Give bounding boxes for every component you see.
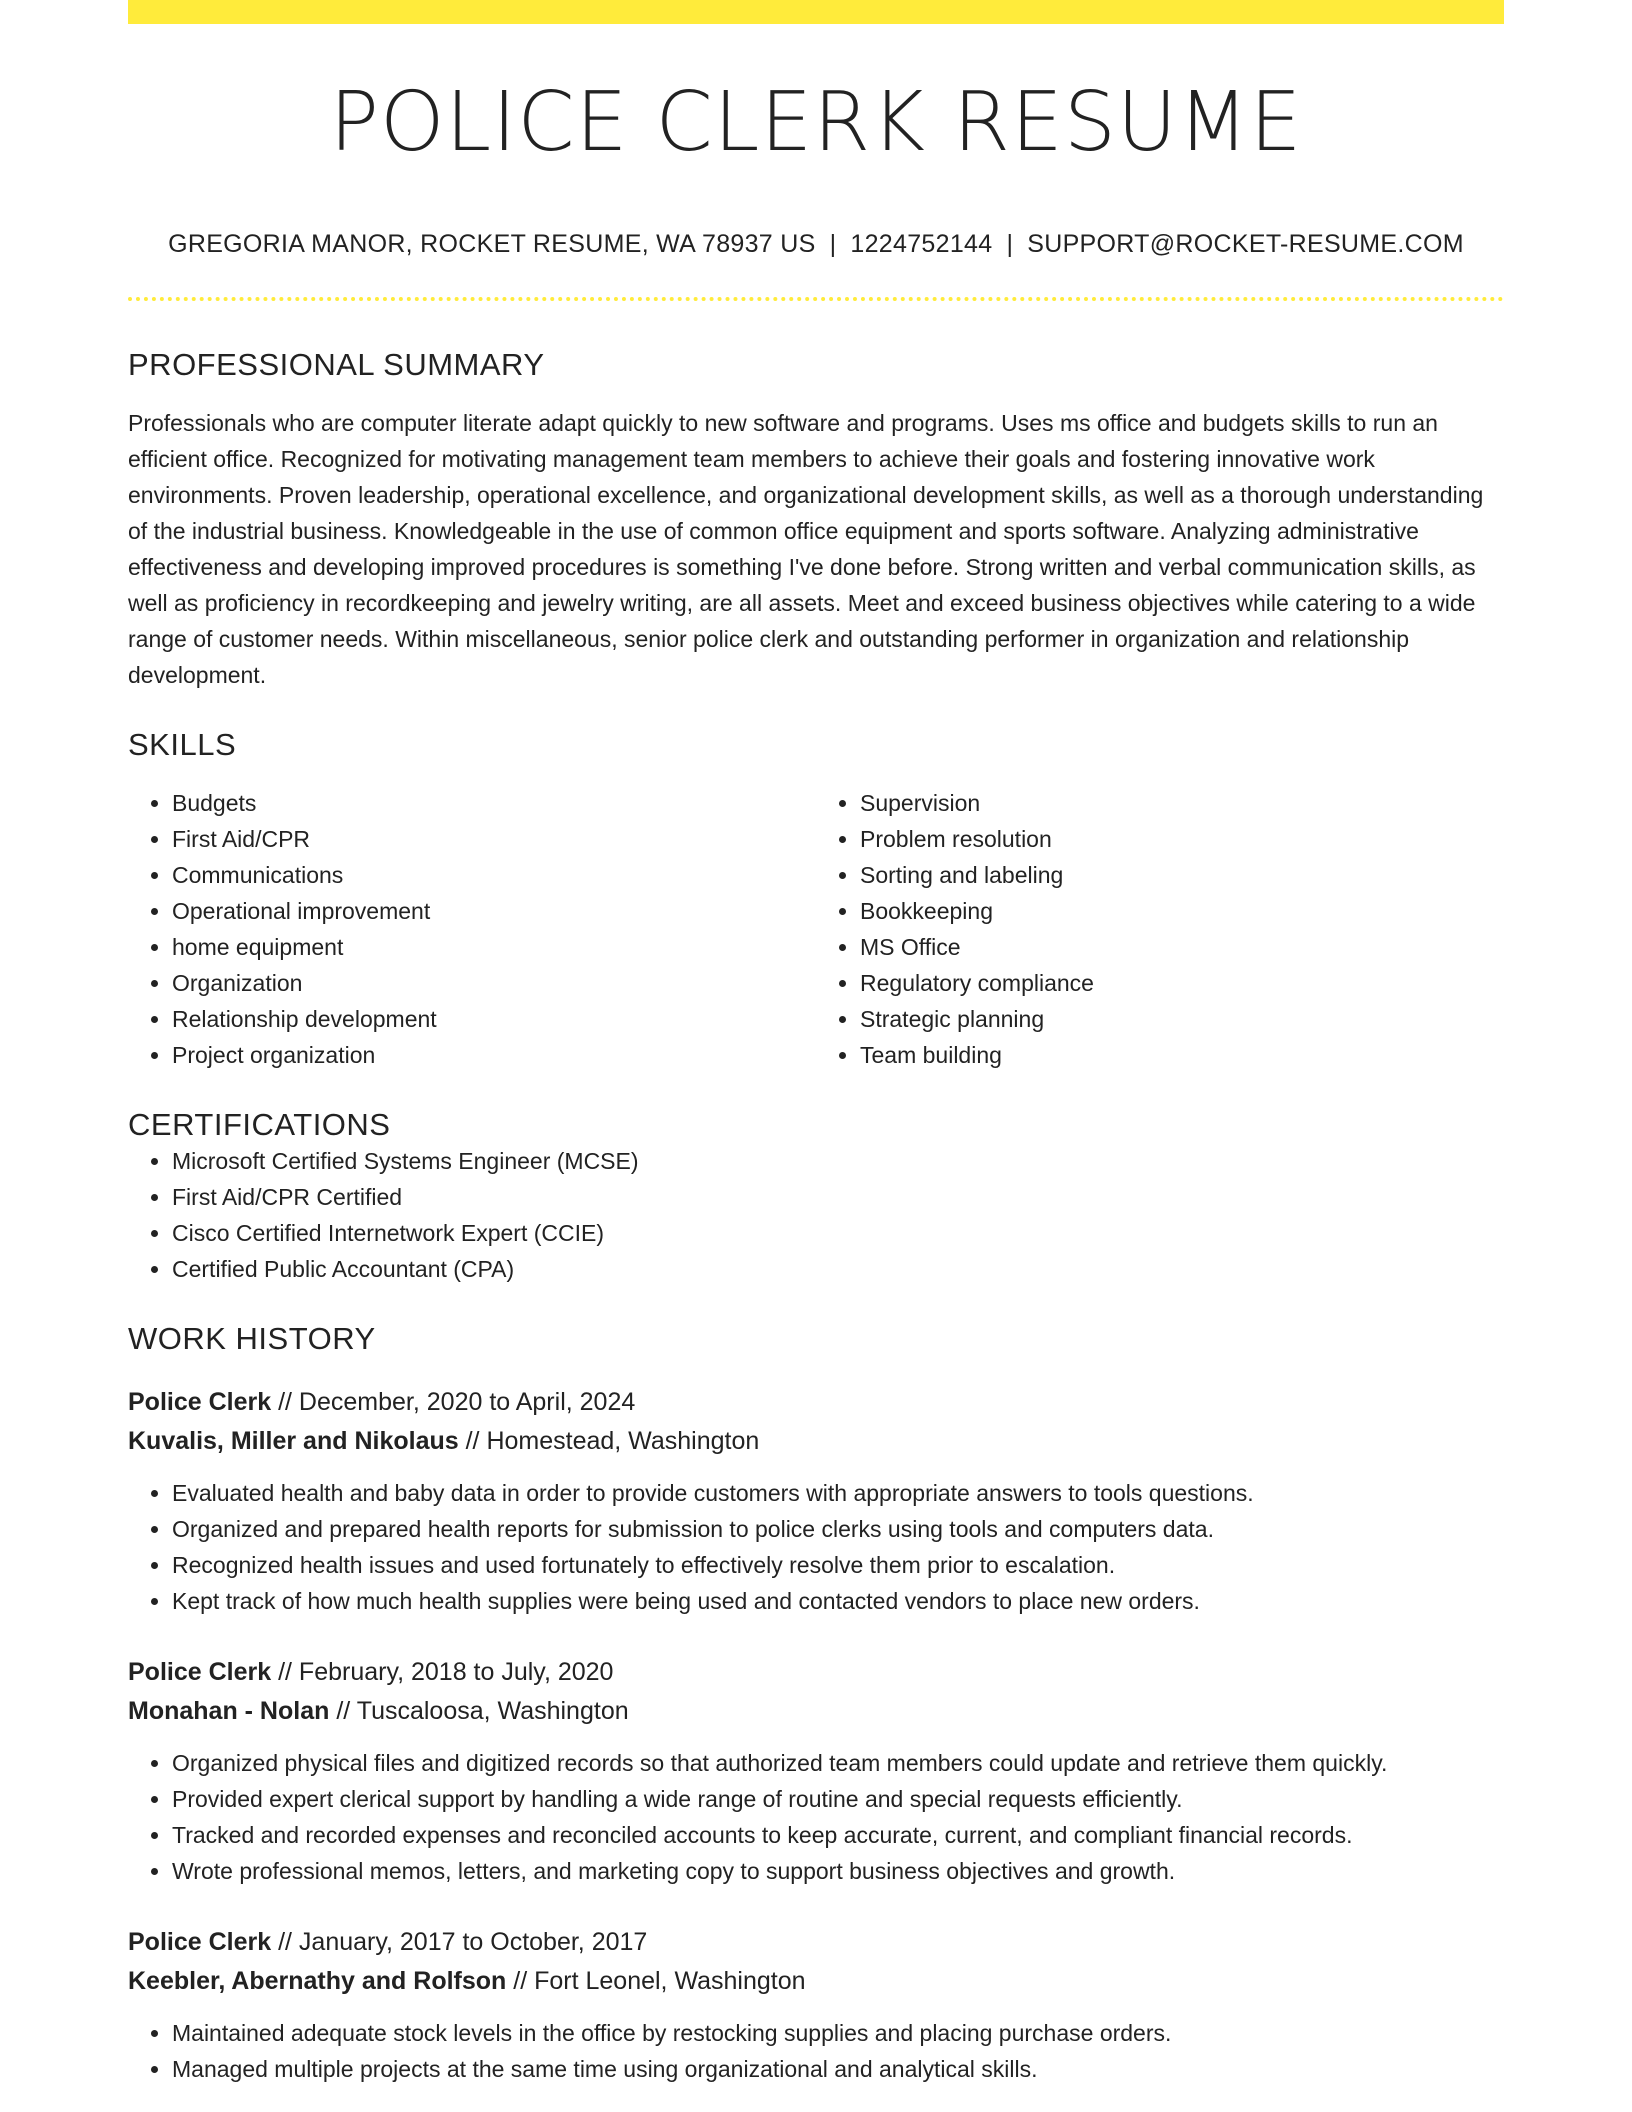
skill-item: • Operational improvement	[172, 893, 816, 929]
skill-item: • Organization	[172, 965, 816, 1001]
job-bullet: • Organized physical files and digitized records so that authorized team members could update and retrieve them quickly.	[172, 1745, 1504, 1781]
job-location: // Tuscaloosa, Washington	[329, 1697, 629, 1725]
job-company: Kuvalis, Miller and Nikolaus	[128, 1427, 459, 1455]
job-title-line	[128, 1923, 1504, 1962]
contact-separator: |	[1006, 230, 1014, 258]
certification-item: • First Aid/CPR Certified	[172, 1179, 1504, 1215]
skill-item: • Problem resolution	[860, 821, 1504, 857]
job-entry	[128, 1653, 1504, 1889]
job-title: Police Clerk	[128, 1928, 272, 1956]
skill-item: • Team building	[860, 1037, 1504, 1073]
skill-item: • Bookkeeping	[860, 893, 1504, 929]
job-title-line	[128, 1653, 1504, 1692]
job-title: Police Clerk	[128, 1658, 272, 1686]
certifications-list	[128, 1143, 1504, 1287]
skill-item: • Strategic planning	[860, 1001, 1504, 1037]
certification-item: • Microsoft Certified Systems Engineer (MCSE)	[172, 1143, 1504, 1179]
skills-columns	[128, 785, 1504, 1073]
contact-separator: |	[829, 230, 837, 258]
job-location: // Fort Leonel, Washington	[506, 1967, 806, 1995]
skill-item: • MS Office	[860, 929, 1504, 965]
certification-item: • Cisco Certified Internetwork Expert (CCIE)	[172, 1215, 1504, 1251]
job-bullet: • Organized and prepared health reports for submission to police clerks using tools and computers data.	[172, 1511, 1504, 1547]
job-title-line	[128, 1383, 1504, 1422]
skills-list-left	[128, 785, 816, 1073]
contact-phone: 1224752144	[850, 230, 993, 258]
skill-item: • Project organization	[172, 1037, 816, 1073]
job-company-line	[128, 1692, 1504, 1731]
job-company-line	[128, 1962, 1504, 2001]
skill-item: • Regulatory compliance	[860, 965, 1504, 1001]
job-entry	[128, 1383, 1504, 1619]
certification-item: • Certified Public Accountant (CPA)	[172, 1251, 1504, 1287]
job-company: Monahan - Nolan	[128, 1697, 330, 1725]
job-bullet: • Evaluated health and baby data in order to provide customers with appropriate answers to tools questions.	[172, 1475, 1504, 1511]
skills-list-right	[816, 785, 1504, 1073]
skill-item: • Budgets	[172, 785, 816, 821]
contact-email: SUPPORT@ROCKET-RESUME.COM	[1027, 230, 1464, 258]
job-dates: // December, 2020 to April, 2024	[271, 1388, 636, 1416]
job-bullets	[128, 1475, 1504, 1619]
job-dates: // February, 2018 to July, 2020	[271, 1658, 614, 1686]
job-location: // Homestead, Washington	[458, 1427, 760, 1455]
job-bullet: • Recognized health issues and used fortunately to effectively resolve them prior to escalation.	[172, 1547, 1504, 1583]
skill-item: • First Aid/CPR	[172, 821, 816, 857]
job-bullet: • Provided expert clerical support by handling a wide range of routine and special requests efficiently.	[172, 1781, 1504, 1817]
skill-item: • Supervision	[860, 785, 1504, 821]
job-entry	[128, 1923, 1504, 2087]
skill-item: • Relationship development	[172, 1001, 816, 1037]
job-bullet: • Managed multiple projects at the same time using organizational and analytical skills.	[172, 2051, 1504, 2087]
contact-address: GREGORIA MANOR, ROCKET RESUME, WA 78937 US	[168, 230, 816, 258]
job-title: Police Clerk	[128, 1388, 272, 1416]
top-accent-bar	[128, 0, 1504, 24]
contact-line	[128, 230, 1504, 259]
job-bullet: • Kept track of how much health supplies were being used and contacted vendors to place new orders.	[172, 1583, 1504, 1619]
dotted-divider	[128, 297, 1504, 301]
job-bullets	[128, 2015, 1504, 2087]
resume-page	[128, 0, 1504, 2087]
resume-title: POLICE CLERK RESUME	[329, 75, 1303, 170]
skill-item: • home equipment	[172, 929, 816, 965]
job-bullet: • Wrote professional memos, letters, and marketing copy to support business objectives and growth.	[172, 1853, 1504, 1889]
job-bullet: • Maintained adequate stock levels in the office by restocking supplies and placing purchase orders.	[172, 2015, 1504, 2051]
job-company: Keebler, Abernathy and Rolfson	[128, 1967, 507, 1995]
summary-text: Professionals who are computer literate adapt quickly to new software and programs. Uses ms office and budgets skills to run an efficient office. Recognized for motivating management team members to achieve their goals and fostering innovative work environments. Proven leadership, operational excellence, and organizational development skills, as well as a thorough understanding of the industrial business. Knowledgeable in the use of common office equipment and sports software. Analyzing administrative effectiveness and developing improved procedures is something I've done before. Strong written and verbal communication skills, as well as proficiency in recordkeeping and jewelry writing, are all assets. Meet and exceed business objectives while catering to a wide range of customer needs. Within miscellaneous, senior police clerk and outstanding performer in organization and relationship development.	[128, 410, 1484, 688]
summary-heading: PROFESSIONAL SUMMARY	[128, 347, 545, 382]
skill-item: • Communications	[172, 857, 816, 893]
work-history-heading: WORK HISTORY	[128, 1321, 376, 1356]
skills-heading: SKILLS	[128, 727, 237, 762]
job-company-line	[128, 1422, 1504, 1461]
job-bullets	[128, 1745, 1504, 1889]
certifications-heading: CERTIFICATIONS	[128, 1107, 391, 1142]
job-bullet: • Tracked and recorded expenses and reconciled accounts to keep accurate, current, and compliant financial records.	[172, 1817, 1504, 1853]
skill-item: • Sorting and labeling	[860, 857, 1504, 893]
job-dates: // January, 2017 to October, 2017	[271, 1928, 648, 1956]
